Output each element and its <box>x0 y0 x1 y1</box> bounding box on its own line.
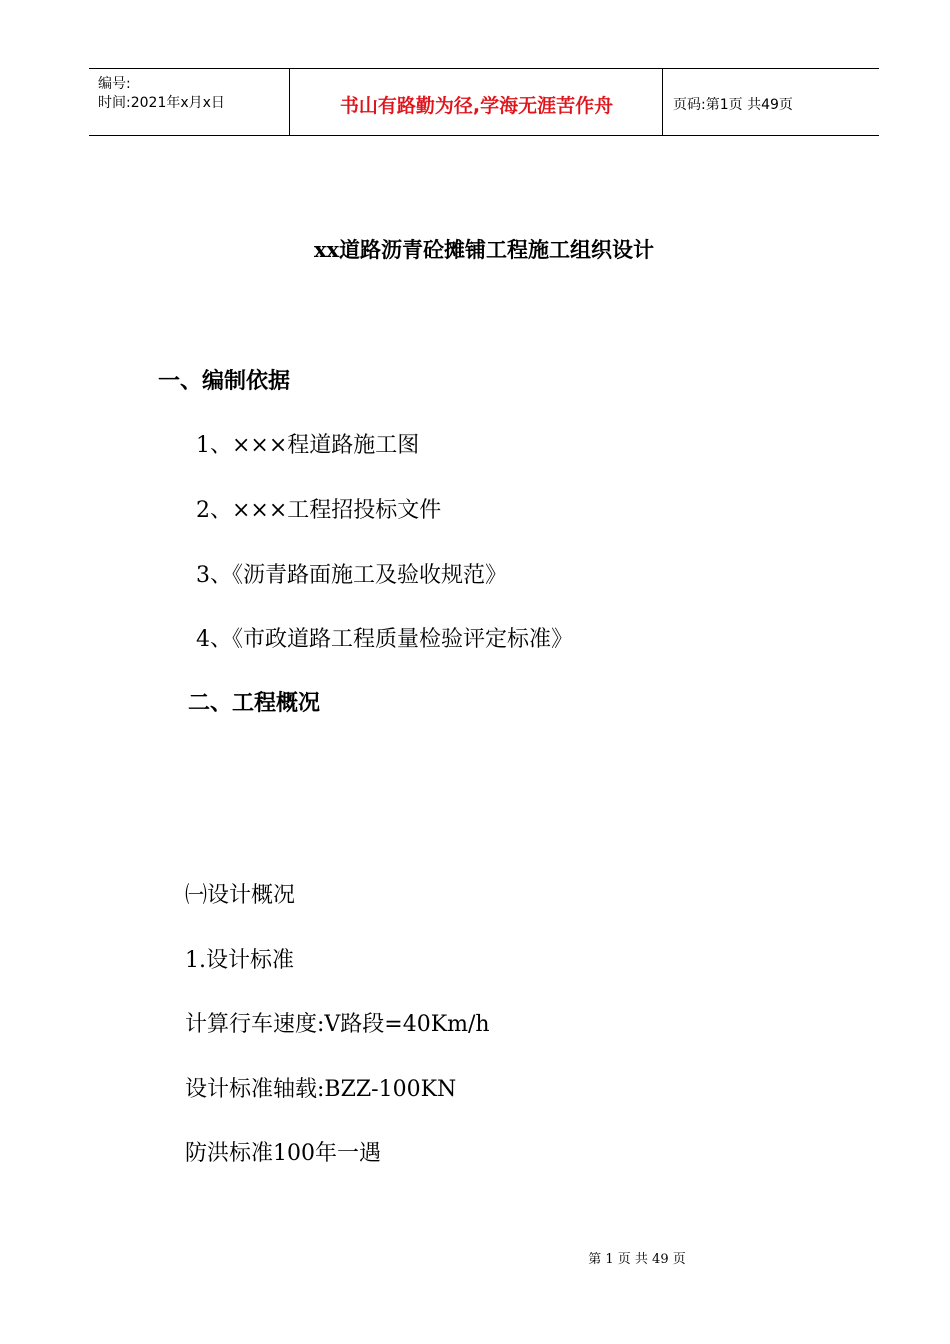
header-page-info: 页码:第1页 共49页 <box>673 97 793 113</box>
document-title: xx道路沥青砼摊铺工程施工组织设计 <box>313 237 655 262</box>
page-footer: 第 1 页 共 49 页 <box>588 1252 686 1267</box>
header-page-cell <box>663 69 879 135</box>
document-time-label: 时间:2021年x月x日 <box>98 95 225 111</box>
basis-item-3: 3、《沥青路面施工及验收规范》 <box>196 563 507 588</box>
basis-item-2: 2、×××工程招投标文件 <box>196 498 442 523</box>
header-motto-cell <box>290 69 663 135</box>
document-number-label: 编号: <box>98 76 131 92</box>
header-motto: 书山有路勤为径,学海无涯苦作舟 <box>339 95 614 117</box>
section-1-heading: 一、编制依据 <box>158 369 291 394</box>
page-header <box>89 68 879 136</box>
design-standard-title: 1.设计标准 <box>185 948 294 973</box>
basis-item-1: 1、×××程道路施工图 <box>196 433 420 458</box>
design-speed-line: 计算行车速度:V路段=40Km/h <box>185 1012 490 1037</box>
basis-item-4: 4、《市政道路工程质量检验评定标准》 <box>196 627 573 652</box>
header-meta-cell <box>89 69 290 135</box>
section-2-heading: 二、工程概况 <box>188 691 321 716</box>
design-overview-heading: ㈠设计概况 <box>185 883 296 908</box>
flood-standard-line: 防洪标准100年一遇 <box>185 1141 381 1166</box>
design-axle-load-line: 设计标准轴载:BZZ-100KN <box>185 1077 457 1102</box>
